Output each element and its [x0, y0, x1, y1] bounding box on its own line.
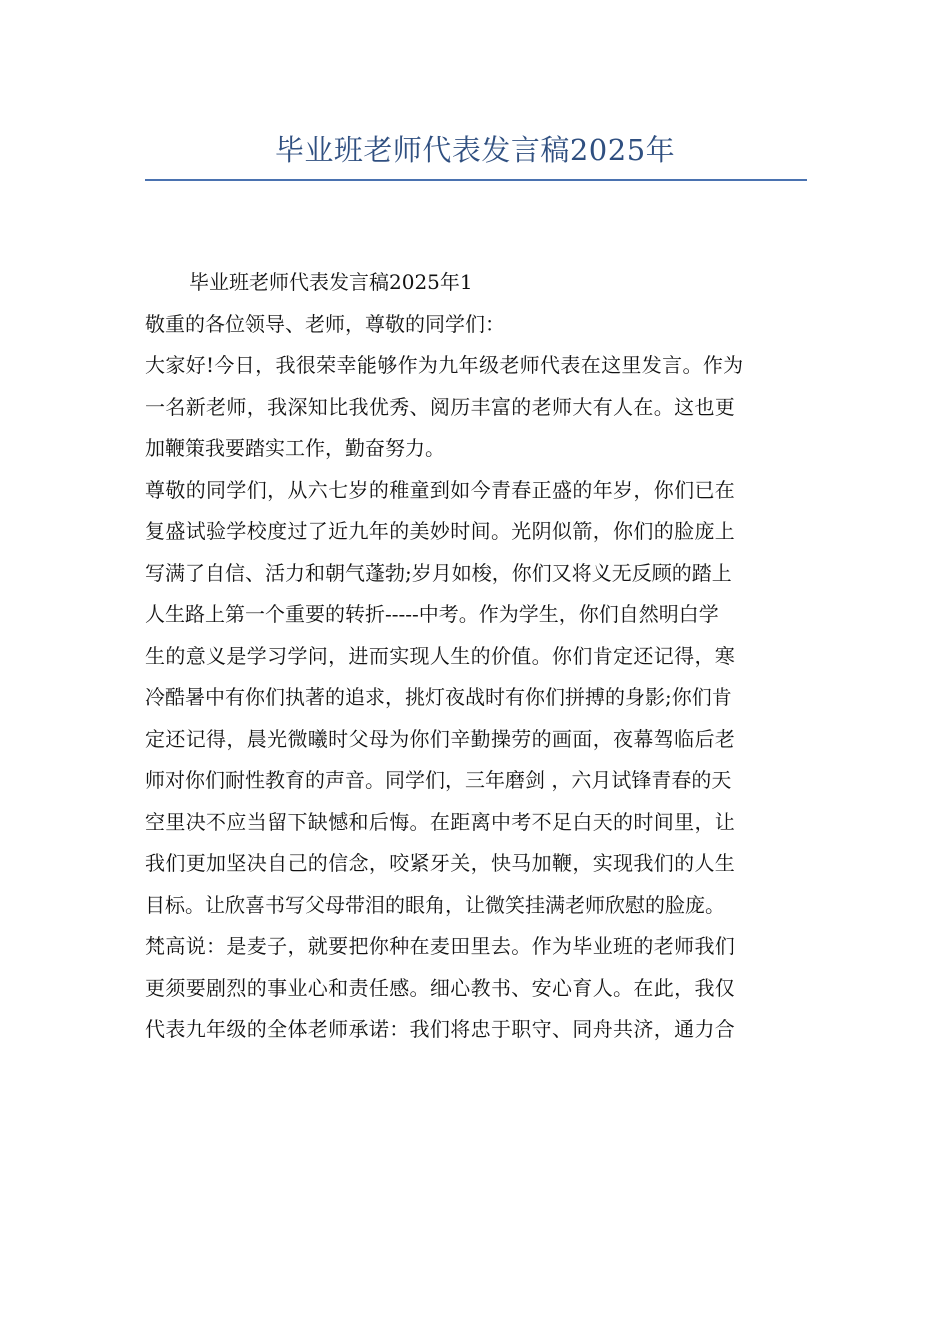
- body-line: 加鞭策我要踏实工作，勤奋努力。: [145, 436, 445, 460]
- body-line: 梵高说：是麦子，就要把你种在麦田里去。作为毕业班的老师我们: [145, 934, 736, 958]
- body-line: 空里决不应当留下缺憾和后悔。在距离中考不足白天的时间里，让: [145, 809, 736, 834]
- document-body: [145, 262, 807, 1051]
- body-line: 生的意义是学习学问，进而实现人生的价值。你们肯定还记得，寒: [145, 643, 736, 668]
- salutation-line: 敬重的各位领导、老师，尊敬的同学们：: [145, 311, 505, 336]
- body-line: 写满了自信、活力和朝气蓬勃;岁月如梭，你们又将义无反顾的踏上: [145, 560, 732, 585]
- body-line: 人生路上第一个重要的转折-----中考。作为学生，你们自然明白学: [145, 602, 719, 626]
- body-line: 冷酷暑中有你们执著的追求，挑灯夜战时有你们拼搏的身影;你们肯: [145, 685, 732, 709]
- body-line: 尊敬的同学们，从六七岁的稚童到如今青春正盛的年岁，你们已在: [145, 477, 736, 502]
- body-line: 师对你们耐性教育的声音。同学们，三年磨剑 ，六月试锋青春的天: [145, 768, 732, 792]
- body-line: 复盛试验学校度过了近九年的美妙时间。光阴似箭，你们的脸庞上: [145, 519, 736, 543]
- title-underline: [145, 179, 807, 181]
- subtitle-line: 毕业班老师代表发言稿2025年1: [189, 270, 473, 294]
- body-line: 目标。让欣喜书写父母带泪的眼角，让微笑挂满老师欣慰的脸庞。: [145, 892, 725, 917]
- body-line: 更须要剧烈的事业心和责任感。细心教书、安心育人。在此，我仅: [145, 975, 736, 1000]
- document-title: 毕业班老师代表发言稿2025年: [274, 133, 676, 167]
- body-line: 一名新老师，我深知比我优秀、阅历丰富的老师大有人在。这也更: [145, 394, 736, 419]
- body-line: 定还记得，晨光微曦时父母为你们辛勤操劳的画面，夜幕驾临后老: [145, 726, 736, 751]
- body-line: 我们更加坚决自己的信念，咬紧牙关，快马加鞭，实现我们的人生: [145, 851, 736, 875]
- body-line: 大家好!今日，我很荣幸能够作为九年级老师代表在这里发言。作为: [145, 353, 744, 377]
- body-line: 代表九年级的全体老师承诺：我们将忠于职守、同舟共济，通力合: [145, 1017, 736, 1041]
